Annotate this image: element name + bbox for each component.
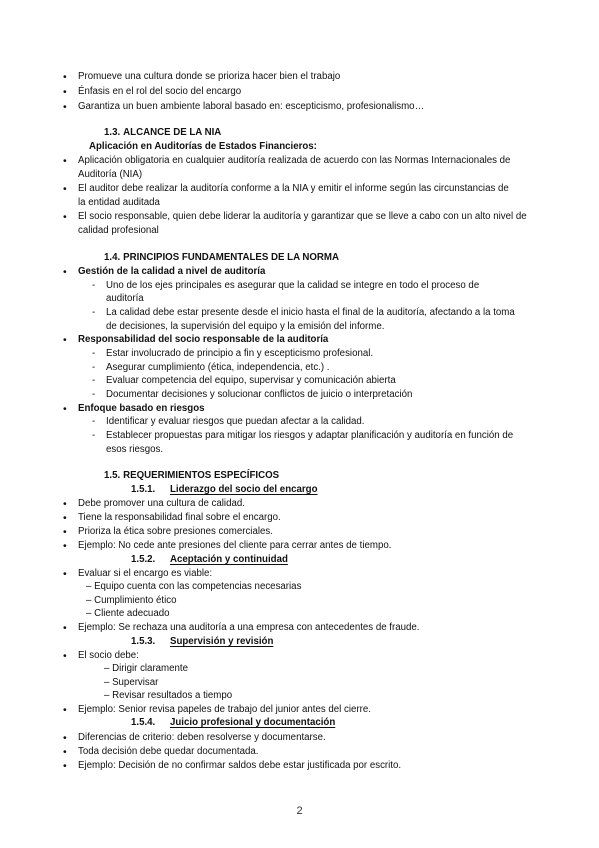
bullet-marker [63,745,67,759]
bullet-text: Diferencias de criterio: deben resolverse y documentarse. [78,732,326,743]
bullet-text: Ejemplo: Senior revisa papeles de trabajo del junior antes del cierre. [78,704,371,715]
section-number: 1.5. [104,470,121,481]
dash-marker [92,388,95,402]
bullet-marker [63,182,67,196]
dash-marker [92,347,95,361]
bullet-marker [63,154,67,168]
dash-item-text-continuation: auditoría [106,293,144,304]
sub-item-text: – Dirigir claramente [104,663,188,674]
group-heading: Responsabilidad del socio responsable de la auditoría [78,334,329,345]
sub-item-text: – Equipo cuenta con las competencias necesarias [86,581,302,592]
subsection-number: 1.5.3. [131,636,156,647]
dash-item-text: Uno de los ejes principales es asegurar que la calidad se integre en todo el proceso de [106,280,480,291]
bullet-marker [63,731,67,745]
bullet-marker [63,539,67,553]
section-number: 1.3. [104,127,121,138]
subsection-title: Juicio profesional y documentación [170,717,336,728]
bullet-text: El auditor debe realizar la auditoría conforme a la NIA y emitir el informe según las circunstancias de [78,183,509,194]
bullet-text: El socio responsable, quien debe liderar la auditoría y garantizar que se lleve a cabo con un alto nivel de [78,211,527,222]
bullet-text-continuation: la entidad auditada [78,197,160,208]
section-title: ALCANCE DE LA NIA [123,127,222,138]
bullet-text: Evaluar si el encargo es viable: [78,568,213,579]
bullet-text: Toda decisión debe quedar documentada. [78,746,259,757]
bullet-text: Énfasis en el rol del socio del encargo [78,86,242,97]
sub-item-text: – Revisar resultados a tiempo [104,690,233,701]
dash-item-text: La calidad debe estar presente desde el inicio hasta el final de la auditoría, afectando a la toma [106,307,515,318]
subsection-title: Supervisión y revisión [170,636,274,647]
dash-item-text: Estar involucrado de principio a fin y escepticismo profesional. [106,348,374,359]
bullet-text: Ejemplo: No cede ante presiones del cliente para cerrar antes de tiempo. [78,540,392,551]
sub-item-text: – Supervisar [104,677,159,688]
bullet-marker [63,497,67,511]
section-heading [104,126,221,140]
section-heading [104,469,279,483]
subsection-number: 1.5.4. [131,717,156,728]
dash-item-text: Documentar decisiones y solucionar conflictos de juicio o interpretación [106,389,413,400]
section-title: REQUERIMIENTOS ESPECÍFICOS [123,470,280,481]
sub-item-text: – Cliente adecuado [86,608,170,619]
group-heading: Gestión de la calidad a nivel de auditoría [78,266,266,277]
bullet-text: Ejemplo: Se rechaza una auditoría a una empresa con antecedentes de fraude. [78,622,420,633]
bullet-marker [63,621,67,635]
bullet-marker [63,525,67,539]
dash-marker [92,415,95,429]
bullet-marker [63,703,67,717]
section-subtitle: Aplicación en Auditorías de Estados Financieros: [89,141,317,152]
dash-item-text-continuation: de decisiones, la supervisión del equipo y la emisión del informe. [106,321,385,332]
dash-marker [92,279,95,293]
dash-item-text-continuation: esos riesgos. [106,444,164,455]
page-number: 2 [296,805,303,817]
dash-item-text: Identificar y evaluar riesgos que puedan afectar a la calidad. [106,416,365,427]
dash-marker [92,361,95,375]
bullet-text: Debe promover una cultura de calidad. [78,498,245,509]
dash-marker [92,429,95,443]
group-heading: Enfoque basado en riesgos [78,403,205,414]
bullet-marker [63,759,67,773]
bullet-text: Tiene la responsabilidad final sobre el encargo. [78,512,281,523]
dash-marker [92,374,95,388]
bullet-text: Garantiza un buen ambiente laboral basado en: escepticismo, profesionalismo… [78,101,425,112]
dash-item-text: Evaluar competencia del equipo, supervisar y comunicación abierta [106,375,396,386]
bullet-text: Ejemplo: Decisión de no confirmar saldos debe estar justificada por escrito. [78,760,402,771]
section-number: 1.4. [104,252,121,263]
bullet-text-continuation: Auditoría (NIA) [78,169,143,180]
bullet-marker [63,649,67,663]
bullet-text: Promueve una cultura donde se prioriza hacer bien el trabajo [78,71,341,82]
dash-marker [92,306,95,320]
bullet-marker [63,567,67,581]
bullet-marker [63,100,67,114]
subsection-number: 1.5.1. [131,484,156,495]
bullet-marker [63,333,67,347]
bullet-marker [63,402,67,416]
subsection-number: 1.5.2. [131,554,156,565]
section-heading [104,251,339,265]
bullet-text: El socio debe: [78,650,139,661]
bullet-marker [63,85,67,99]
subsection-title: Aceptación y continuidad [170,554,288,565]
dash-item-text: Establecer propuestas para mitigar los riesgos y adaptar planificación y auditoría en función de [106,430,514,441]
bullet-text: Prioriza la ética sobre presiones comerciales. [78,526,273,537]
bullet-text: Aplicación obligatoria en cualquier auditoría realizada de acuerdo con las Normas Internacionales de [78,155,511,166]
section-title: PRINCIPIOS FUNDAMENTALES DE LA NORMA [123,252,339,263]
bullet-text-continuation: calidad profesional [78,225,159,236]
bullet-marker [63,511,67,525]
bullet-marker [63,210,67,224]
dash-item-text: Asegurar cumplimiento (ética, independencia, etc.) . [106,362,330,373]
subsection-title: Liderazgo del socio del encargo [170,484,318,495]
sub-item-text: – Cumplimiento ético [86,595,177,606]
bullet-marker [63,265,67,279]
bullet-marker [63,70,67,84]
